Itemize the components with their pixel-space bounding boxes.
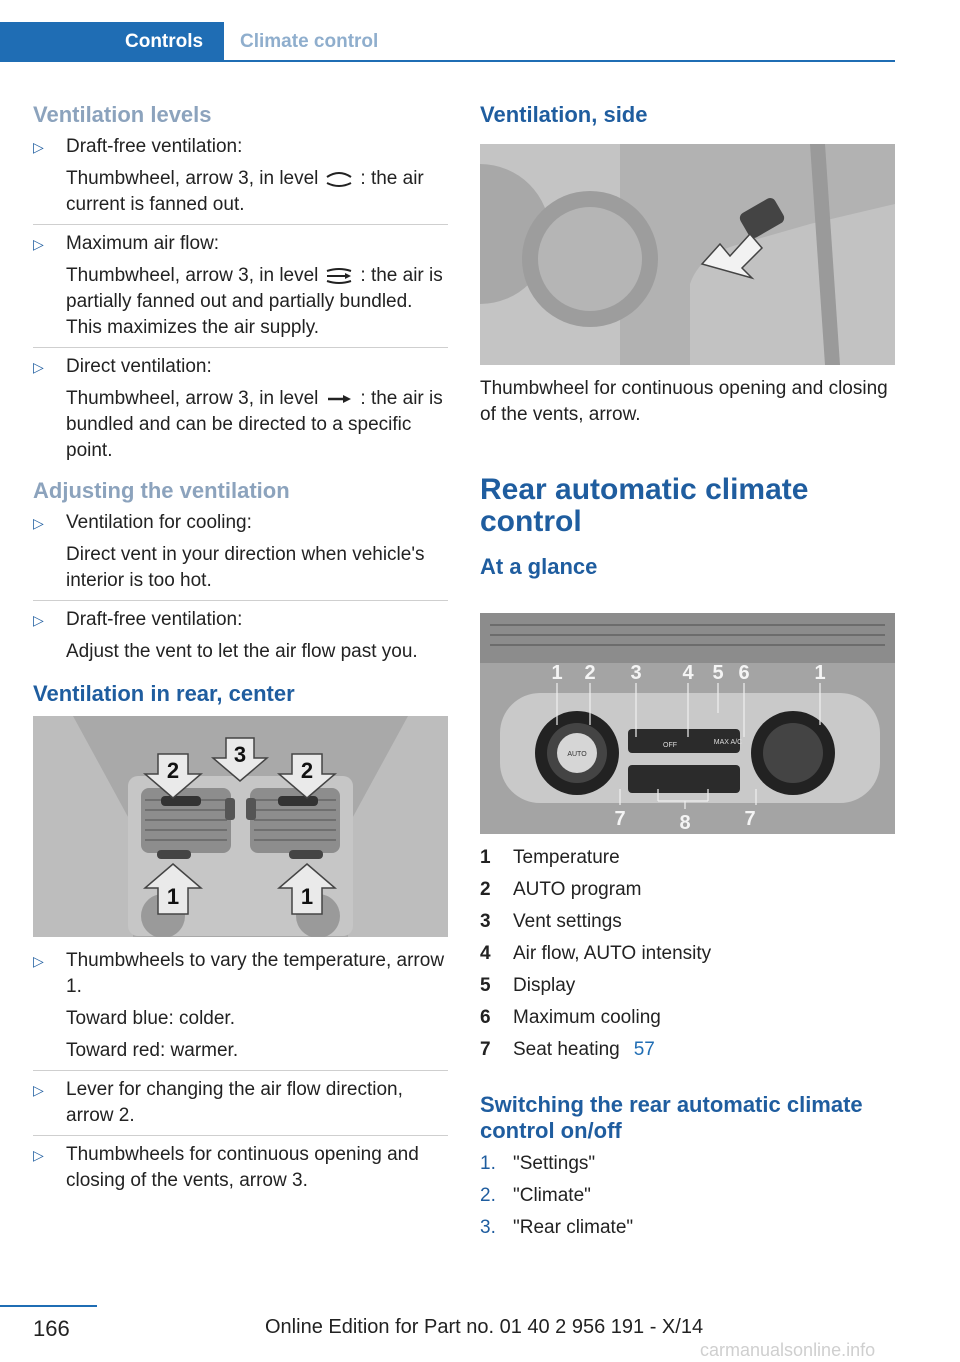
triangle-bullet-icon: ▷ [33, 953, 44, 969]
step-item: 2. "Climate" [480, 1185, 591, 1206]
legend-item: 4 Air flow, AUTO intensity [480, 943, 712, 964]
item-title: Draft-free ventilation: [66, 136, 243, 157]
page-number: 166 [33, 1316, 70, 1341]
edition-note: Online Edition for Part no. 01 40 2 956 191 - X/14 [265, 1316, 704, 1338]
steps-list [480, 1148, 895, 1244]
list-item [33, 1142, 448, 1194]
figure-caption: Thumbwheel for continuous opening and closing of the vents, arrow. [480, 378, 888, 425]
heading-rear-center: Ventilation in rear, center [33, 681, 295, 706]
step-item: 3. "Rear climate" [480, 1217, 634, 1238]
watermark: carmanualsonline.info [700, 1340, 876, 1360]
triangle-bullet-icon: ▷ [33, 139, 44, 155]
callout-label: 5 [712, 662, 724, 684]
legend-item: 6 Maximum cooling [480, 1007, 661, 1028]
callout-label: 2 [166, 758, 180, 783]
callout-label: 1 [551, 662, 563, 684]
list-item [33, 354, 448, 464]
list-item [33, 231, 448, 341]
callout-label: 4 [682, 662, 694, 684]
legend-list [480, 842, 895, 1066]
panel-off-label: OFF [663, 742, 677, 749]
heading-rear-climate: Rear automatic climate control [480, 473, 809, 538]
right-column [480, 100, 895, 130]
bundled-air-icon [324, 389, 354, 409]
triangle-bullet-icon: ▷ [33, 1082, 44, 1098]
callout-label: 3 [630, 662, 642, 684]
legend-item: 5 Display [480, 975, 576, 996]
legend-item: 7 Seat heating 57 [480, 1034, 895, 1066]
panel-max-label: MAX A/C [713, 739, 743, 746]
heading-ventilation-levels: Ventilation levels [33, 102, 212, 127]
list-item [33, 134, 448, 218]
right-column-body [480, 376, 895, 582]
list-item [33, 1077, 448, 1129]
item-text: Thumbwheel, arrow 3, in level : the air is bundled and can be directed to a specific point. [66, 388, 443, 461]
divider [33, 600, 448, 601]
item-text: Direct vent in your direction when vehicle's interior is too hot. [66, 544, 425, 591]
legend-item: 2 AUTO program [480, 879, 642, 900]
left-column [33, 100, 448, 709]
triangle-bullet-icon: ▷ [33, 359, 44, 375]
mixed-air-icon [324, 266, 354, 286]
triangle-bullet-icon: ▷ [33, 612, 44, 628]
item-text: Thumbwheel, arrow 3, in level : the air is partially fanned out and partially bundled. This maximizes the air supply. [66, 265, 443, 338]
heading-ventilation-side: Ventilation, side [480, 102, 648, 127]
figure-rear-center-vents [33, 716, 448, 937]
rear-center-list [33, 948, 448, 1200]
item-title: Thumbwheels for continuous opening and closing of the vents, arrow 3. [66, 1144, 419, 1191]
callout-label: 2 [584, 662, 596, 684]
triangle-bullet-icon: ▷ [33, 515, 44, 531]
figure-climate-panel [480, 613, 895, 834]
callout-label: 1 [166, 884, 180, 909]
item-text: Toward blue: colder. [66, 1008, 235, 1029]
callout-label: 7 [744, 808, 756, 830]
item-text: Adjust the vent to let the air flow past you. [66, 641, 418, 662]
page-reference-link[interactable]: 57 [633, 1039, 655, 1060]
item-title: Thumbwheels to vary the temperature, arrow 1. [66, 950, 445, 997]
divider [33, 347, 448, 348]
callout-label: 1 [300, 884, 314, 909]
callout-label: 1 [814, 662, 826, 684]
callout-label: 2 [300, 758, 314, 783]
tab-controls[interactable]: Controls [0, 22, 224, 62]
divider [33, 1135, 448, 1136]
legend-item: 3 Vent settings [480, 911, 622, 932]
triangle-bullet-icon: ▷ [33, 1147, 44, 1163]
list-item [33, 510, 448, 594]
item-title: Maximum air flow: [66, 233, 220, 254]
list-item [33, 607, 448, 665]
triangle-bullet-icon: ▷ [33, 236, 44, 252]
heading-adjusting-ventilation: Adjusting the ventilation [33, 478, 290, 503]
item-title: Draft-free ventilation: [66, 609, 243, 630]
footer-rule [0, 1305, 97, 1307]
heading-switching: Switching the rear automatic climate control on/off [480, 1092, 863, 1143]
heading-at-a-glance: At a glance [480, 554, 598, 579]
panel-auto-label: AUTO [567, 751, 587, 758]
item-text: Thumbwheel, arrow 3, in level : the air current is fanned out. [66, 168, 424, 215]
callout-label: 6 [738, 662, 750, 684]
legend-and-steps [480, 842, 895, 1244]
figure-side-vent [480, 144, 895, 365]
item-text: Toward red: warmer. [66, 1040, 239, 1061]
item-title: Lever for changing the air flow direction, arrow 2. [66, 1079, 403, 1126]
list-item [33, 948, 448, 1064]
divider [33, 224, 448, 225]
divider [33, 1070, 448, 1071]
callout-label: 7 [614, 808, 626, 830]
callout-label: 3 [233, 742, 247, 767]
tab-climate-control[interactable]: Climate control [240, 31, 379, 52]
item-title: Ventilation for cooling: [66, 512, 252, 533]
item-title: Direct ventilation: [66, 356, 212, 377]
step-item: 1. "Settings" [480, 1153, 596, 1174]
legend-item: 1 Temperature [480, 847, 620, 868]
callout-label: 8 [679, 812, 691, 834]
fanned-air-icon [324, 169, 354, 189]
header-bar [0, 22, 895, 62]
